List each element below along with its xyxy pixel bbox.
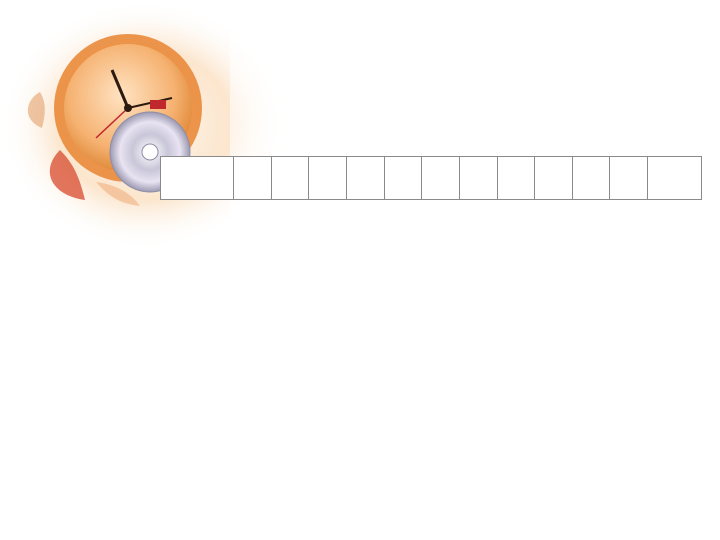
grade-header <box>497 157 535 200</box>
schedule-table <box>160 156 702 200</box>
grade-header <box>535 157 573 200</box>
header-label <box>161 157 234 200</box>
percent-header <box>648 157 702 200</box>
grade-header <box>234 157 272 200</box>
clock-illustration <box>0 0 290 250</box>
grade-header <box>309 157 347 200</box>
header-row <box>161 157 702 200</box>
grade-header <box>271 157 309 200</box>
grade-header <box>572 157 610 200</box>
grade-header <box>459 157 497 200</box>
grade-header <box>347 157 385 200</box>
grade-header <box>384 157 422 200</box>
decorative-clock-image <box>0 0 290 250</box>
clock-label-badge <box>150 100 166 109</box>
grade-header <box>422 157 460 200</box>
total-header <box>610 157 648 200</box>
